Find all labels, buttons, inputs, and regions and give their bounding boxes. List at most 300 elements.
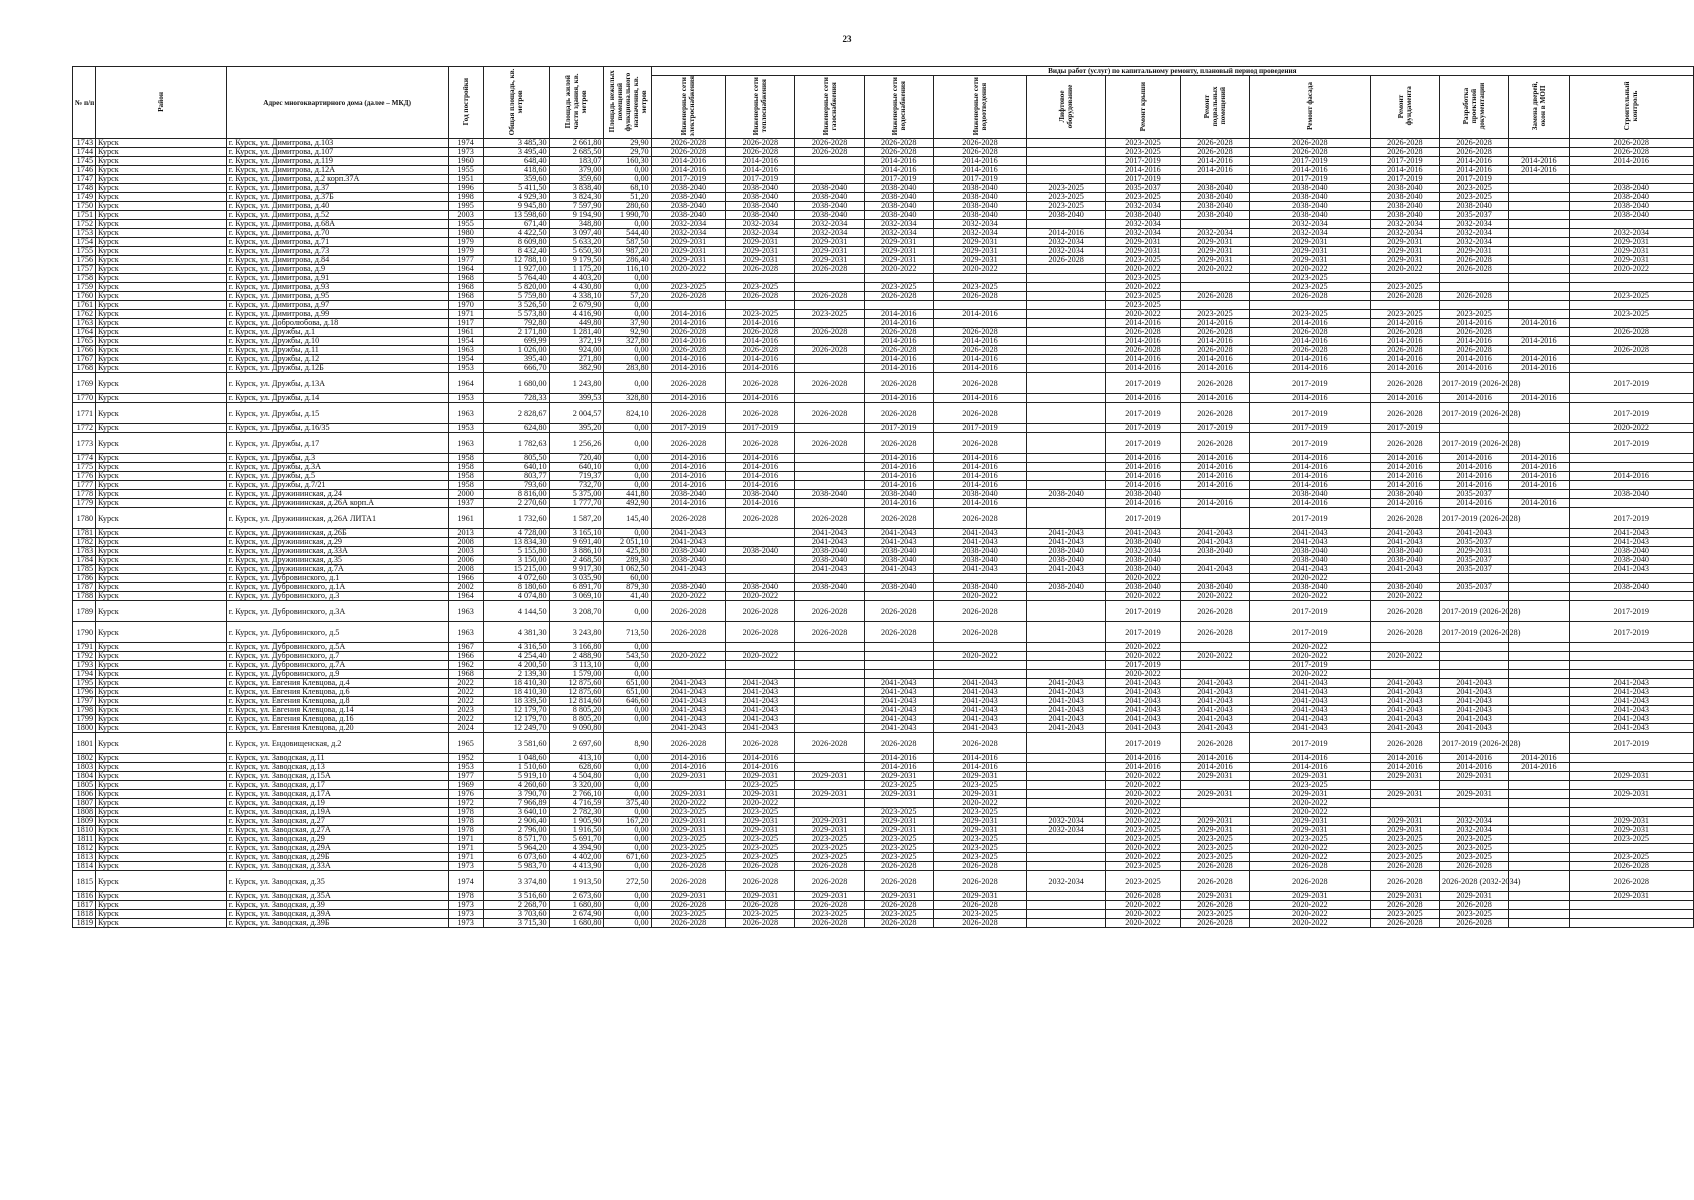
living-area-cell: 1 913,50 [549,871,604,892]
work-period-cell: 2041-2043 [795,529,864,538]
nonliving-area-cell: 0,00 [604,715,651,724]
work-period-cell: 2026-2028 [1250,148,1371,157]
work-period-cell: 2023-2025 [726,844,795,853]
work-period-cell: 2032-2034 [651,229,726,238]
address-cell: г. Курск, ул. Дружбы, д.11 [226,346,448,355]
year-built-cell: 1963 [448,403,483,424]
work-period-cell: 2029-2031 [1370,772,1439,781]
living-area-cell: 3 824,30 [549,193,604,202]
work-period-cell: 2029-2031 [1569,247,1693,256]
year-built-cell: 1954 [448,337,483,346]
work-period-cell: 2026-2028 [726,292,795,301]
work-period-cell: 2014-2016 [1439,754,1508,763]
address-cell: г. Курск, ул. Димитрова, д.107 [226,148,448,157]
work-period-cell: 2014-2016 [1106,763,1181,772]
year-built-cell: 1953 [448,424,483,433]
work-period-cell: 2029-2031 [1569,826,1693,835]
work-period-cell [1027,337,1106,346]
work-period-cell [1569,919,1693,928]
district-cell: Курск [96,679,227,688]
total-area-cell: 359,60 [483,175,549,184]
work-period-cell: 2041-2043 [1180,715,1249,724]
year-built-cell: 1976 [448,790,483,799]
work-period-cell: 2026-2028 [795,601,864,622]
living-area-cell: 12 814,60 [549,697,604,706]
work-period-cell: 2014-2016 [1250,763,1371,772]
work-period-cell [1509,529,1569,538]
work-period-cell: 2041-2043 [1027,715,1106,724]
work-period-cell: 2026-2028 [1439,328,1508,337]
work-period-cell: 2035-2037 [1106,184,1181,193]
work-period-cell: 2035-2037 [1439,490,1508,499]
work-period-cell [1027,835,1106,844]
work-period-cell: 2026-2028 [726,403,795,424]
work-period-cell: 2020-2022 [1106,574,1181,583]
work-period-cell: 2029-2031 [1370,247,1439,256]
row-number: 1771 [73,403,96,424]
work-period-cell: 2026-2028 [726,508,795,529]
work-period-cell: 2041-2043 [651,529,726,538]
work-period-cell: 2026-2028 [864,862,933,871]
work-period-cell [1027,592,1106,601]
work-period-cell [1027,763,1106,772]
nonliving-area-cell: 0,00 [604,355,651,364]
nonliving-area-cell: 327,80 [604,337,651,346]
address-cell: г. Курск, ул. Дружбы, д.12 [226,355,448,364]
work-period-cell: 2026-2028 [726,601,795,622]
district-cell: Курск [96,337,227,346]
work-period-cell: 2029-2031 [864,817,933,826]
header-work-type: Инженерные сети газоснабжения [795,76,864,139]
work-period-cell: 2014-2016 [651,310,726,319]
table-row [73,622,1694,643]
work-period-cell: 2017-2019 [1106,433,1181,454]
work-period-cell [1027,601,1106,622]
work-period-cell: 2041-2043 [864,538,933,547]
work-period-cell: 2020-2022 [1250,265,1371,274]
living-area-cell: 2 661,80 [549,139,604,148]
work-period-cell: 2026-2028 [933,373,1026,394]
work-period-cell: 2038-2040 [651,583,726,592]
row-number: 1790 [73,622,96,643]
header-work-type: Ремонт крыши [1106,76,1181,139]
work-period-cell: 2023-2025 [1180,835,1249,844]
work-period-cell: 2029-2031 [651,826,726,835]
nonliving-area-cell: 167,20 [604,817,651,826]
row-number: 1809 [73,817,96,826]
district-cell: Курск [96,184,227,193]
work-period-cell: 2029-2031 [933,817,1026,826]
work-period-cell [795,724,864,733]
work-period-cell: 2029-2031 [651,892,726,901]
work-period-cell: 2041-2043 [1180,565,1249,574]
work-period-cell [795,661,864,670]
work-period-cell: 2038-2040 [1250,490,1371,499]
work-period-cell [1509,283,1569,292]
total-area-cell: 2 796,00 [483,826,549,835]
work-period-cell [1509,661,1569,670]
work-period-cell [1569,454,1693,463]
address-cell: г. Курск, ул. Дружбы, д.16/35 [226,424,448,433]
work-period-cell: 2038-2040 [1180,211,1249,220]
work-period-cell: 2026-2028 [1370,328,1439,337]
work-period-cell: 2041-2043 [1027,706,1106,715]
work-period-cell: 2014-2016 [1250,355,1371,364]
table-row [73,862,1694,871]
total-area-cell: 640,10 [483,463,549,472]
work-period-cell: 2029-2031 [1180,247,1249,256]
work-period-cell [1569,355,1693,364]
work-period-cell: 2020-2022 [1106,781,1181,790]
work-period-cell: 2023-2025 [1439,184,1508,193]
living-area-cell: 395,20 [549,424,604,433]
living-area-cell: 271,80 [549,355,604,364]
row-number: 1797 [73,697,96,706]
district-cell: Курск [96,826,227,835]
row-number: 1799 [73,715,96,724]
work-period-cell: 2020-2022 [1106,853,1181,862]
work-period-cell [1509,772,1569,781]
district-cell: Курск [96,538,227,547]
work-period-cell: 2038-2040 [933,556,1026,565]
work-period-cell: 2014-2016 [933,394,1026,403]
nonliving-area-cell: 0,00 [604,910,651,919]
work-period-cell: 2014-2016 [1180,394,1249,403]
work-period-cell: 2014-2016 [651,472,726,481]
living-area-cell: 3 097,40 [549,229,604,238]
work-period-cell: 2029-2031 [933,247,1026,256]
work-period-cell [1439,643,1508,652]
total-area-cell: 666,70 [483,364,549,373]
work-period-cell: 2014-2016 [1509,481,1569,490]
living-area-cell: 1 243,80 [549,373,604,394]
work-period-cell: 2026-2028 [726,373,795,394]
living-area-cell: 359,60 [549,175,604,184]
work-period-cell: 2017-2019 [933,424,1026,433]
work-period-cell: 2041-2043 [1180,688,1249,697]
work-period-cell: 2026-2028 [726,733,795,754]
work-period-cell: 2014-2016 [726,319,795,328]
address-cell: г. Курск, ул. Евгения Клевцова, д.6 [226,688,448,697]
nonliving-area-cell: 116,10 [604,265,651,274]
work-period-cell: 2041-2043 [726,688,795,697]
living-area-cell: 9 090,80 [549,724,604,733]
work-period-cell: 2029-2031 [1250,826,1371,835]
work-period-cell: 2029-2031 [1106,247,1181,256]
work-period-cell: 2041-2043 [933,715,1026,724]
work-period-cell: 2023-2025 [1106,862,1181,871]
nonliving-area-cell: 375,40 [604,799,651,808]
work-period-cell: 2017-2019 [1106,403,1181,424]
work-period-cell: 2038-2040 [1250,202,1371,211]
total-area-cell: 5 919,10 [483,772,549,781]
work-period-cell [1027,499,1106,508]
work-period-cell: 2029-2031 [1180,790,1249,799]
total-area-cell: 1 026,00 [483,346,549,355]
work-period-cell [1509,583,1569,592]
work-period-cell: 2023-2025 [1439,844,1508,853]
work-period-cell: 2026-2028 [726,265,795,274]
work-period-cell: 2029-2031 [1180,238,1249,247]
work-period-cell: 2017-2019 [1569,601,1693,622]
work-period-cell: 2026-2028 [1250,292,1371,301]
total-area-cell: 4 074,80 [483,592,549,601]
work-period-cell: 2041-2043 [1027,697,1106,706]
total-area-cell: 3 581,60 [483,733,549,754]
work-period-cell: 2014-2016 [1370,463,1439,472]
year-built-cell: 2006 [448,556,483,565]
address-cell: г. Курск, ул. Дубровинского, д.7 [226,652,448,661]
total-area-cell: 2 828,67 [483,403,549,424]
work-period-cell: 2014-2016 [933,472,1026,481]
row-number: 1816 [73,892,96,901]
work-period-cell: 2041-2043 [1370,715,1439,724]
work-period-cell: 2017-2019 (2026-2028) [1439,403,1508,424]
work-period-cell [1509,424,1569,433]
work-period-cell: 2020-2022 [1250,901,1371,910]
nonliving-area-cell: 0,00 [604,529,651,538]
work-period-cell [1509,826,1569,835]
work-period-cell: 2026-2028 [1180,601,1249,622]
year-built-cell: 1968 [448,274,483,283]
district-cell: Курск [96,844,227,853]
work-period-cell: 2038-2040 [933,193,1026,202]
work-period-cell: 2041-2043 [1180,529,1249,538]
work-period-cell: 2023-2025 [651,910,726,919]
year-built-cell: 1917 [448,319,483,328]
work-period-cell: 2023-2025 [1106,256,1181,265]
row-number: 1776 [73,472,96,481]
work-period-cell: 2026-2028 [1250,139,1371,148]
work-period-cell: 2029-2031 [933,892,1026,901]
work-period-cell [1027,364,1106,373]
total-area-cell: 5 764,40 [483,274,549,283]
work-period-cell: 2014-2016 [933,157,1026,166]
living-area-cell: 3 035,90 [549,574,604,583]
work-period-cell [1509,790,1569,799]
work-period-cell: 2014-2016 [864,394,933,403]
work-period-cell: 2014-2016 [1370,364,1439,373]
living-area-cell: 399,53 [549,394,604,403]
nonliving-area-cell: 646,60 [604,697,651,706]
row-number: 1761 [73,301,96,310]
work-period-cell [864,652,933,661]
work-period-cell [795,706,864,715]
work-period-cell: 2041-2043 [933,697,1026,706]
work-period-cell [864,661,933,670]
total-area-cell: 5 573,80 [483,310,549,319]
work-period-cell: 2020-2022 [1250,574,1371,583]
year-built-cell: 1974 [448,871,483,892]
address-cell: г. Курск, ул. Димитрова, д.119 [226,157,448,166]
work-period-cell: 2014-2016 [1250,337,1371,346]
work-period-cell: 2026-2028 [726,871,795,892]
work-period-cell: 2014-2016 [864,157,933,166]
district-cell: Курск [96,706,227,715]
work-period-cell: 2038-2040 [795,193,864,202]
work-period-cell: 2023-2025 [933,910,1026,919]
work-period-cell: 2014-2016 [1439,319,1508,328]
work-period-cell [1509,724,1569,733]
work-period-cell: 2023-2025 [651,835,726,844]
work-period-cell [795,715,864,724]
address-cell: г. Курск, ул. Ендовищенская, д.2 [226,733,448,754]
work-period-cell: 2014-2016 [933,481,1026,490]
work-period-cell: 2026-2028 [651,601,726,622]
year-built-cell: 1973 [448,148,483,157]
work-period-cell [795,424,864,433]
row-number: 1763 [73,319,96,328]
work-period-cell: 2014-2016 [1180,337,1249,346]
living-area-cell: 628,60 [549,763,604,772]
address-cell: г. Курск, ул. Евгения Клевцова, д.16 [226,715,448,724]
work-period-cell: 2014-2016 [1370,499,1439,508]
district-cell: Курск [96,862,227,871]
work-period-cell: 2038-2040 [1106,556,1181,565]
work-period-cell: 2026-2028 [933,622,1026,643]
work-period-cell: 2026-2028 [864,733,933,754]
living-area-cell: 2 674,90 [549,910,604,919]
total-area-cell: 3 516,60 [483,892,549,901]
work-period-cell: 2041-2043 [1439,697,1508,706]
year-built-cell: 1971 [448,853,483,862]
work-period-cell: 2026-2028 [864,871,933,892]
work-period-cell [795,670,864,679]
work-period-cell: 2038-2040 [651,547,726,556]
work-period-cell: 2014-2016 [1370,472,1439,481]
work-period-cell: 2041-2043 [1106,715,1181,724]
work-period-cell: 2038-2040 [1439,202,1508,211]
work-period-cell: 2029-2031 [726,790,795,799]
work-period-cell: 2014-2016 [1250,166,1371,175]
nonliving-area-cell: 0,00 [604,808,651,817]
address-cell: г. Курск, ул. Димитрова, д.95 [226,292,448,301]
work-period-cell [1027,781,1106,790]
work-period-cell: 2026-2028 [795,733,864,754]
year-built-cell: 1971 [448,310,483,319]
work-period-cell [1509,706,1569,715]
work-period-cell: 2014-2016 [1509,319,1569,328]
work-period-cell: 2023-2025 [1180,853,1249,862]
work-period-cell: 2041-2043 [1370,529,1439,538]
work-period-cell: 2038-2040 [1027,583,1106,592]
living-area-cell: 2 679,90 [549,301,604,310]
work-period-cell [726,661,795,670]
work-period-cell: 2029-2031 [1180,826,1249,835]
work-period-cell: 2014-2016 [651,454,726,463]
work-period-cell: 2017-2019 [1106,508,1181,529]
work-period-cell: 2029-2031 [1439,892,1508,901]
work-period-cell: 2032-2034 [1439,826,1508,835]
work-period-cell: 2026-2028 [651,292,726,301]
row-number: 1780 [73,508,96,529]
work-period-cell: 2026-2028 [795,292,864,301]
work-period-cell [1027,166,1106,175]
work-period-cell: 2026-2028 [726,328,795,337]
work-period-cell: 2026-2028 [1250,328,1371,337]
work-period-cell: 2023-2025 [1027,193,1106,202]
address-cell: г. Курск, ул. Димитрова, д.84 [226,256,448,265]
work-period-cell: 2032-2034 [1180,229,1249,238]
work-period-cell: 2029-2031 [1250,238,1371,247]
work-period-cell [1027,139,1106,148]
work-period-cell: 2023-2025 [726,910,795,919]
year-built-cell: 1953 [448,364,483,373]
work-period-cell: 2035-2037 [1439,583,1508,592]
work-period-cell: 2023-2025 [933,283,1026,292]
district-cell: Курск [96,166,227,175]
work-period-cell: 2029-2031 [1180,256,1249,265]
row-number: 1782 [73,538,96,547]
work-period-cell: 2032-2034 [1106,547,1181,556]
work-period-cell: 2014-2016 [933,166,1026,175]
work-period-cell: 2023-2025 [1250,781,1371,790]
row-number: 1805 [73,781,96,790]
work-period-cell [1180,274,1249,283]
work-period-cell: 2020-2022 [1250,853,1371,862]
nonliving-area-cell: 0,00 [604,661,651,670]
work-period-cell: 2017-2019 [1106,622,1181,643]
district-cell: Курск [96,754,227,763]
row-number: 1753 [73,229,96,238]
work-period-cell [1569,799,1693,808]
work-period-cell: 2014-2016 [1180,364,1249,373]
work-period-cell: 2023-2025 [1106,148,1181,157]
year-built-cell: 1979 [448,247,483,256]
total-area-cell: 418,60 [483,166,549,175]
work-period-cell: 2041-2043 [1027,688,1106,697]
work-period-cell: 2029-2031 [726,238,795,247]
work-period-cell: 2014-2016 [1509,463,1569,472]
living-area-cell: 382,90 [549,364,604,373]
work-period-cell [1027,901,1106,910]
year-built-cell: 1963 [448,346,483,355]
table-row [73,403,1694,424]
row-number: 1759 [73,283,96,292]
work-period-cell: 2029-2031 [651,790,726,799]
work-period-cell: 2029-2031 [795,790,864,799]
work-period-cell: 2017-2019 [933,175,1026,184]
work-period-cell [1509,688,1569,697]
address-cell: г. Курск, ул. Дружбы, д.7/21 [226,481,448,490]
nonliving-area-cell: 68,10 [604,184,651,193]
total-area-cell: 3 150,00 [483,556,549,565]
living-area-cell: 8 805,20 [549,706,604,715]
work-period-cell: 2035-2037 [1439,211,1508,220]
work-period-cell: 2026-2028 [1180,373,1249,394]
work-period-cell: 2029-2031 [1250,790,1371,799]
work-period-cell: 2020-2022 [1250,844,1371,853]
address-cell: г. Курск, ул. Димитрова, д.97 [226,301,448,310]
address-cell: г. Курск, ул. Заводская, д.17 [226,781,448,790]
work-period-cell: 2029-2031 [1439,547,1508,556]
address-cell: г. Курск, ул. Дружбы, д.1 [226,328,448,337]
work-period-cell [795,679,864,688]
total-area-cell: 8 816,00 [483,490,549,499]
header-year-built: Год постройки [448,67,483,139]
work-period-cell: 2014-2016 [1370,763,1439,772]
total-area-cell: 3 485,30 [483,139,549,148]
work-period-cell: 2026-2028 [795,328,864,337]
nonliving-area-cell: 0,00 [604,454,651,463]
total-area-cell: 1 680,00 [483,373,549,394]
work-period-cell: 2032-2034 [1027,238,1106,247]
work-period-cell: 2041-2043 [933,679,1026,688]
work-period-cell: 2023-2025 [933,853,1026,862]
work-period-cell [1509,565,1569,574]
district-cell: Курск [96,247,227,256]
work-period-cell: 2029-2031 [651,238,726,247]
